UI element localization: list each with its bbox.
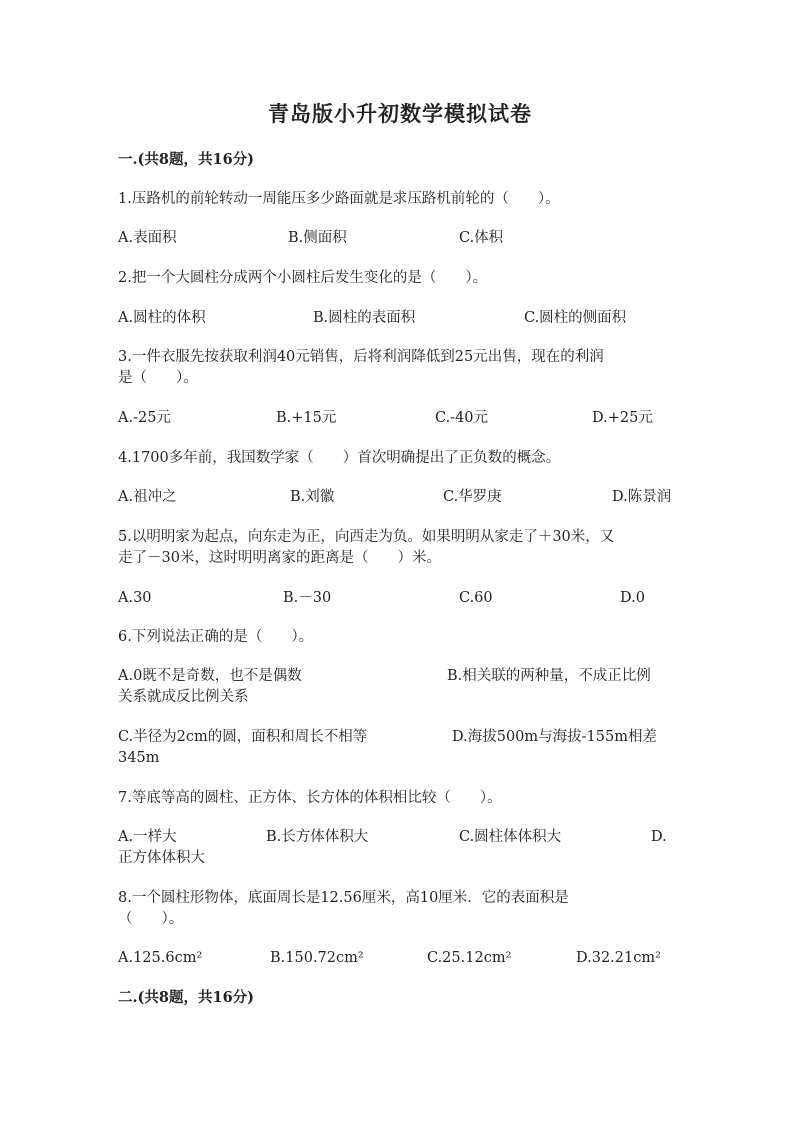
q3-option-d: D.+25元 (592, 410, 653, 426)
q4-option-b: B.刘徽 (290, 489, 335, 505)
question-3-stem-line-2: 是（ ）。 (118, 370, 198, 386)
q6-option-c: C.半径为2cm的圆，面积和周长不相等 (118, 729, 368, 745)
q3-option-a: A.-25元 (118, 410, 171, 426)
q6-option-a: A.0既不是奇数，也不是偶数 (118, 668, 302, 684)
q8-option-d: D.32.21cm² (576, 950, 661, 966)
page-title: 青岛版小升初数学模拟试卷 (268, 101, 532, 126)
q8-option-b: B.150.72cm² (270, 950, 364, 966)
question-7-stem: 7.等底等高的圆柱、正方体、长方体的体积相比较（ ）。 (118, 790, 502, 806)
question-8-stem-line-2: （ ）。 (118, 911, 184, 927)
q1-option-a: A.表面积 (118, 230, 177, 246)
q7-option-b: B.长方体体积大 (266, 829, 369, 845)
question-1-stem: 1.压路机的前轮转动一周能压多少路面就是求压路机前轮的（ ）。 (118, 191, 560, 207)
q6-option-b-continued: 关系就成反比例关系 (118, 689, 249, 705)
q5-option-d: D.0 (620, 590, 645, 606)
q5-option-b: B.－30 (283, 590, 332, 606)
q7-option-c: C.圆柱体体积大 (459, 829, 562, 845)
q8-option-a: A.125.6cm² (118, 950, 203, 966)
q2-option-b: B.圆柱的表面积 (313, 310, 416, 326)
q5-option-c: C.60 (459, 590, 493, 606)
question-3-stem-line-1: 3.一件衣服先按获取利润40元销售，后将利润降低到25元出售，现在的利润 (118, 349, 604, 365)
question-8-stem-line-1: 8.一个圆柱形物体，底面周长是12.56厘米，高10厘米．它的表面积是 (118, 890, 569, 906)
q1-option-b: B.侧面积 (288, 230, 347, 246)
q6-option-b: B.相关联的两种量，不成正比例 (447, 668, 651, 684)
question-4-stem: 4.1700多年前，我国数学家（ ）首次明确提出了正负数的概念。 (118, 450, 561, 466)
q7-option-d-continued: 正方体体积大 (118, 850, 205, 866)
question-2-stem: 2.把一个大圆柱分成两个小圆柱后发生变化的是（ ）。 (118, 270, 488, 286)
q6-option-d-continued: 345m (118, 750, 160, 766)
q3-option-c: C.-40元 (435, 410, 489, 426)
q6-option-d: D.海拔500m与海拔-155m相差 (452, 729, 657, 745)
q7-option-d: D. (651, 829, 667, 845)
q7-option-a: A.一样大 (118, 829, 177, 845)
q2-option-a: A.圆柱的体积 (118, 310, 206, 326)
q4-option-d: D.陈景润 (612, 489, 672, 505)
question-6-stem: 6.下列说法正确的是（ ）。 (118, 629, 314, 645)
q8-option-c: C.25.12cm² (427, 950, 512, 966)
q3-option-b: B.+15元 (276, 410, 337, 426)
question-5-stem-line-2: 走了－30米，这时明明离家的距离是（ ）米。 (118, 550, 441, 566)
q4-option-c: C.华罗庚 (443, 489, 502, 505)
q1-option-c: C.体积 (459, 230, 504, 246)
q5-option-a: A.30 (118, 590, 152, 606)
q4-option-a: A.祖冲之 (118, 489, 177, 505)
section-heading-2: 二.(共8题，共16分) (118, 989, 255, 1006)
q2-option-c: C.圆柱的侧面积 (524, 310, 627, 326)
question-5-stem-line-1: 5.以明明家为起点，向东走为正，向西走为负。如果明明从家走了＋30米，又 (118, 529, 615, 545)
section-heading-1: 一.(共8题，共16分) (118, 151, 255, 168)
